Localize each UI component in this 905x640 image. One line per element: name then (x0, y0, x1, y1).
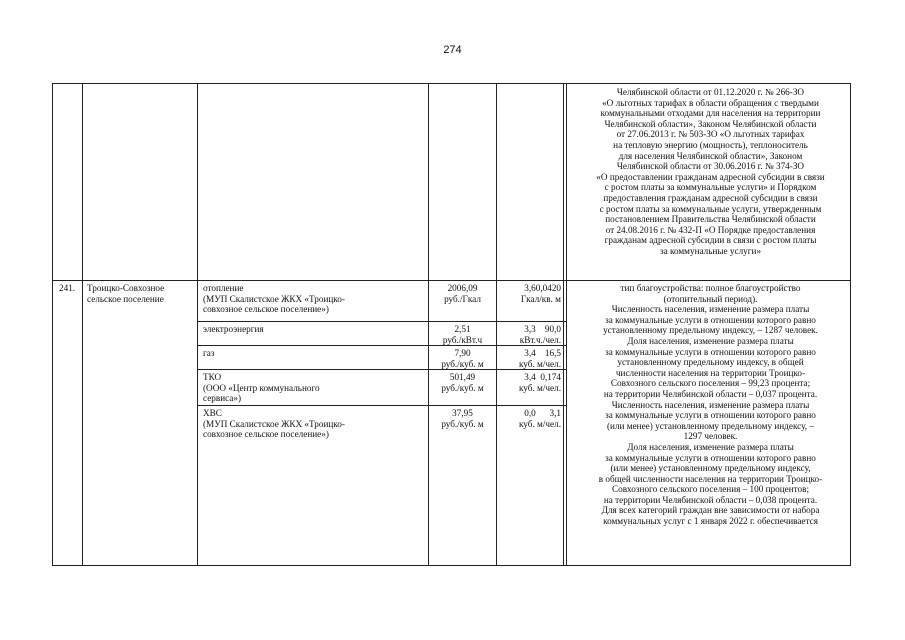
service-tariff: 37,95 руб./куб. м (441, 408, 484, 429)
note-line: за коммунальные услуги в отношении которого равно (605, 410, 816, 421)
page-number: 274 (443, 44, 462, 56)
note-line: за коммунальные услуги в отношении которого равно (605, 346, 816, 357)
service-growth: 3,4 (524, 372, 536, 382)
column-divider (82, 84, 83, 565)
note-line: за коммунальные услуги в отношении которого равно (605, 452, 816, 463)
note-line: Челябинской области от 30.06.2016 г. № 374-ЗО (616, 161, 805, 172)
note-line: гражданам адресной субсидии в связи с ростом платы (604, 235, 817, 246)
note-line: «О предоставлении гражданам адресной субсидии в связи (596, 171, 825, 182)
column-divider (566, 84, 567, 565)
row-divider (53, 280, 851, 281)
note-line: за коммунальные услуги в отношении которого равно (605, 314, 816, 325)
note-line: (или менее) установленному предельному индексу, (610, 463, 811, 474)
note-line: предоставления гражданам адресной субсидии в связи (603, 192, 818, 203)
service-volume: 16,5 куб. м/чел. (518, 348, 561, 369)
service-growth: 3,6 (524, 283, 536, 293)
note-line: для населения Челябинской области», Законом (618, 150, 803, 161)
note-line: 1297 человек. (683, 431, 738, 442)
service-volume: 0,0420 Гкал/кв. м (520, 283, 561, 304)
note-line: тип благоустройства: полное благоустройство (620, 283, 801, 293)
service-growth: 0,0 (524, 408, 536, 418)
note-line: Челябинской области», Законом Челябинской области (604, 118, 817, 129)
service-divider (197, 321, 566, 322)
note-line: (отопительный период). (663, 293, 758, 304)
note-line: Для всех категорий граждан вне зависимости от набора (601, 505, 820, 516)
service-tariff: 2006,09 руб./Гкал (444, 283, 481, 304)
note-line: Численность населения, изменение размера платы (611, 399, 810, 410)
note-line: с ростом платы за коммунальные услуги, утвержденным (599, 203, 822, 214)
note-line: коммунальных услуг с 1 января 2022 г. обеспечивается (603, 516, 818, 527)
note-line: Доля населения, изменение размера платы (627, 441, 794, 452)
service-name: ТКО (ООО «Центр коммунального сервиса») (203, 372, 320, 404)
note-line: на тепловую энергию (мощность), теплоноситель (613, 139, 808, 150)
service-tariff: 7,90 руб./куб. м (441, 348, 484, 369)
settlement-name: Троицко-Совхозное сельское поселение (87, 283, 165, 304)
column-divider (563, 84, 564, 565)
top-note (569, 87, 851, 257)
tariff-table (52, 83, 851, 566)
note-line: установленному предельному индексу, – 1287 человек. (603, 325, 818, 336)
note-line: коммунальными отходами для населения на территории (600, 108, 821, 119)
note-line: в общей численности населения на территории Троицко- (598, 473, 823, 484)
note-line: Совхозного сельского поселения – 99,23 процента; (610, 378, 811, 389)
note-line: на территории Челябинской области – 0,038 процента. (603, 494, 818, 505)
service-name: электроэнергия (203, 324, 264, 334)
service-name: газ (203, 348, 215, 358)
service-tariff: 501,49 руб./куб. м (441, 372, 484, 393)
note-line: от 24.08.2016 г. № 432-П «О Порядке предоставления (605, 224, 816, 235)
note-line: Челябинской области от 01.12.2020 г. № 266-ЗО (616, 87, 805, 97)
note-line: за коммунальные услуги» (659, 245, 762, 256)
service-growth: 3,4 (524, 348, 536, 358)
note-line: с ростом платы за коммунальные услуги» и Порядком (604, 182, 817, 193)
note-line: от 27.06.2013 г. № 503-ЗО «О льготных тарифах (616, 129, 805, 140)
note-line: на территории Челябинской области – 0,037 процента. (603, 388, 818, 399)
note-line: Численность населения, изменение размера платы (611, 304, 810, 315)
service-volume: 3,1 куб. м/чел. (518, 408, 561, 429)
service-volume: 0,174 куб. м/чел. (518, 372, 561, 393)
note-line: «О льготных тарифах в области обращения с твердыми (602, 97, 819, 108)
note-line: Доля населения, изменение размера платы (627, 335, 794, 346)
note-line: постановлением Правительства Челябинской области (605, 214, 816, 225)
note-line: Совхозного сельского поселения – 100 процентов; (612, 484, 809, 495)
row-number: 241. (59, 283, 76, 293)
service-name: ХВС (МУП Скалистское ЖКХ «Троицко- совхозное сельское поселение») (203, 408, 345, 440)
service-name: отопление (МУП Скалистское ЖКХ «Троицко- совхозное сельское поселение») (203, 283, 345, 315)
service-volume: 90,0 кВт.ч./чел. (519, 324, 561, 345)
service-divider (197, 405, 566, 406)
note-line: (или менее) установленному предельному индексу, – (607, 420, 814, 431)
note-line: численности населения на территории Троицко- (615, 367, 806, 378)
service-tariff: 2,51 руб./кВт.ч (442, 324, 483, 345)
row-note (569, 283, 851, 527)
note-line: установленному предельному индексу, в общей (617, 357, 804, 368)
column-divider (197, 84, 198, 565)
service-growth: 3,3 (524, 324, 536, 334)
